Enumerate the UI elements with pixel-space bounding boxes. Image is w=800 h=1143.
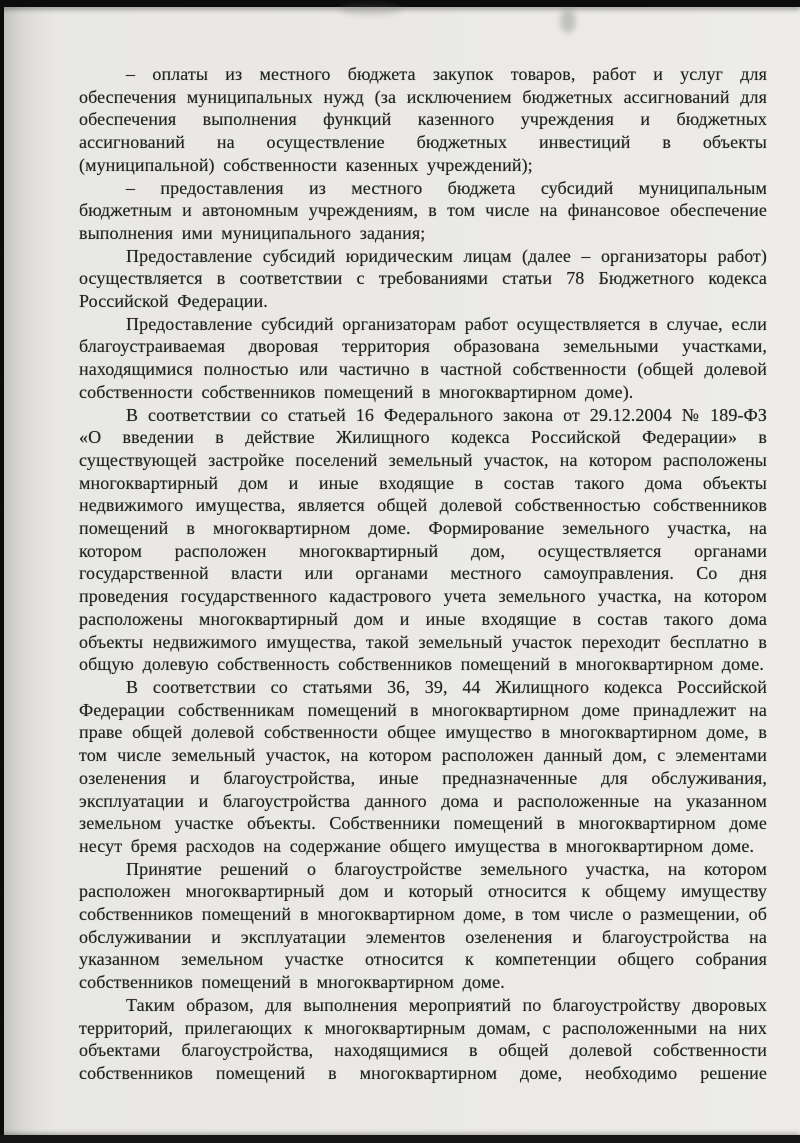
scan-edge-bottom — [0, 1135, 800, 1143]
paragraph-conclusion: Таким образом, для выполнения мероприятий по благоустройству дворовых территорий, прилегающих к многоквартирным домам, с расположенными на них объектами благоустройства, находящимися в общей долевой собственности собственников помещений в многоквартирном доме, необходимо решение — [79, 994, 767, 1083]
paragraph-subsidies-legal-entities: Предоставление субсидий юридическим лицам (далее – организаторы работ) осуществляется в соответствии с требованиями статьи 78 Бюджетного кодекса Российской Федерации. — [79, 245, 767, 312]
scan-smudge — [340, 3, 402, 16]
scan-edge-left — [0, 0, 4, 1143]
paragraph-decision-making: Принятие решений о благоустройстве земельного участка, на котором расположен многоквартирный дом и который относится к общему имуществу собственников помещений в многоквартирном доме, в том числе о размещении, об обслуживании и эксплуатации элементов озеленения и благоустройства на указанном земельном участке относится к компетенции общего собрания собственников помещений в многоквартирном доме. — [79, 858, 767, 993]
document-text — [79, 63, 767, 1085]
scan-smudge — [560, 9, 576, 33]
paragraph-articles-36-39-44: В соответствии со статьями 36, 39, 44 Жилищного кодекса Российской Федерации собственникам помещений в многоквартирном доме принадлежит на праве общей долевой собственности общее имущество в многоквартирном доме, в том числе земельный участок, на котором расположен данный дом, с элементами озеленения и благоустройства, иные предназначенные для обслуживания, эксплуатации и благоустройства данного дома и расположенные на указанном земельном участке объекты. Собственники помещений в многоквартирном доме несут бремя расходов на содержание общего имущества в многоквартирном доме. — [79, 676, 767, 856]
paragraph-dash-payments: – оплаты из местного бюджета закупок товаров, работ и услуг для обеспечения муниципальных нужд (за исключением бюджетных ассигнований для обеспечения выполнения функций казенного учреждения и бюджетных ассигнований на осуществление бюджетных инвестиций в объекты (муниципальной) собственности казенных учреждений); — [79, 64, 767, 175]
scan-edge-top — [0, 0, 800, 7]
paragraph-subsidies-organizers: Предоставление субсидий организаторам работ осуществляется в случае, если благоустраиваемая дворовая территория образована земельными участками, находящимися полностью или частично в частной собственности (общей долевой собственности собственников помещений в многоквартирном доме). — [79, 313, 767, 402]
paragraph-dash-subsidies: – предоставления из местного бюджета субсидий муниципальным бюджетным и автономным учреждениям, в том числе на финансовое обеспечение выполнения ими муниципального задания; — [79, 177, 767, 243]
paragraph-law-189-fz: В соответствии со статьей 16 Федерального закона от 29.12.2004 № 189-ФЗ «О введении в действие Жилищного кодекса Российской Федерации» в существующей застройке поселений земельный участок, на котором расположены многоквартирный дом и иные входящие в состав такого дома объекты недвижимого имущества, является общей долевой собственностью собственников помещений в многоквартирном доме. Формирование земельного участка, на котором расположен многоквартирный дом, осуществляется органами государственной власти или органами местного самоуправления. Со дня проведения государственного кадастрового учета земельного участка, на котором расположены многоквартирный дом и иные входящие в состав такого дома объекты недвижимого имущества, такой земельный участок переходит бесплатно в общую долевую собственность собственников помещений в многоквартирном доме. — [79, 404, 767, 675]
